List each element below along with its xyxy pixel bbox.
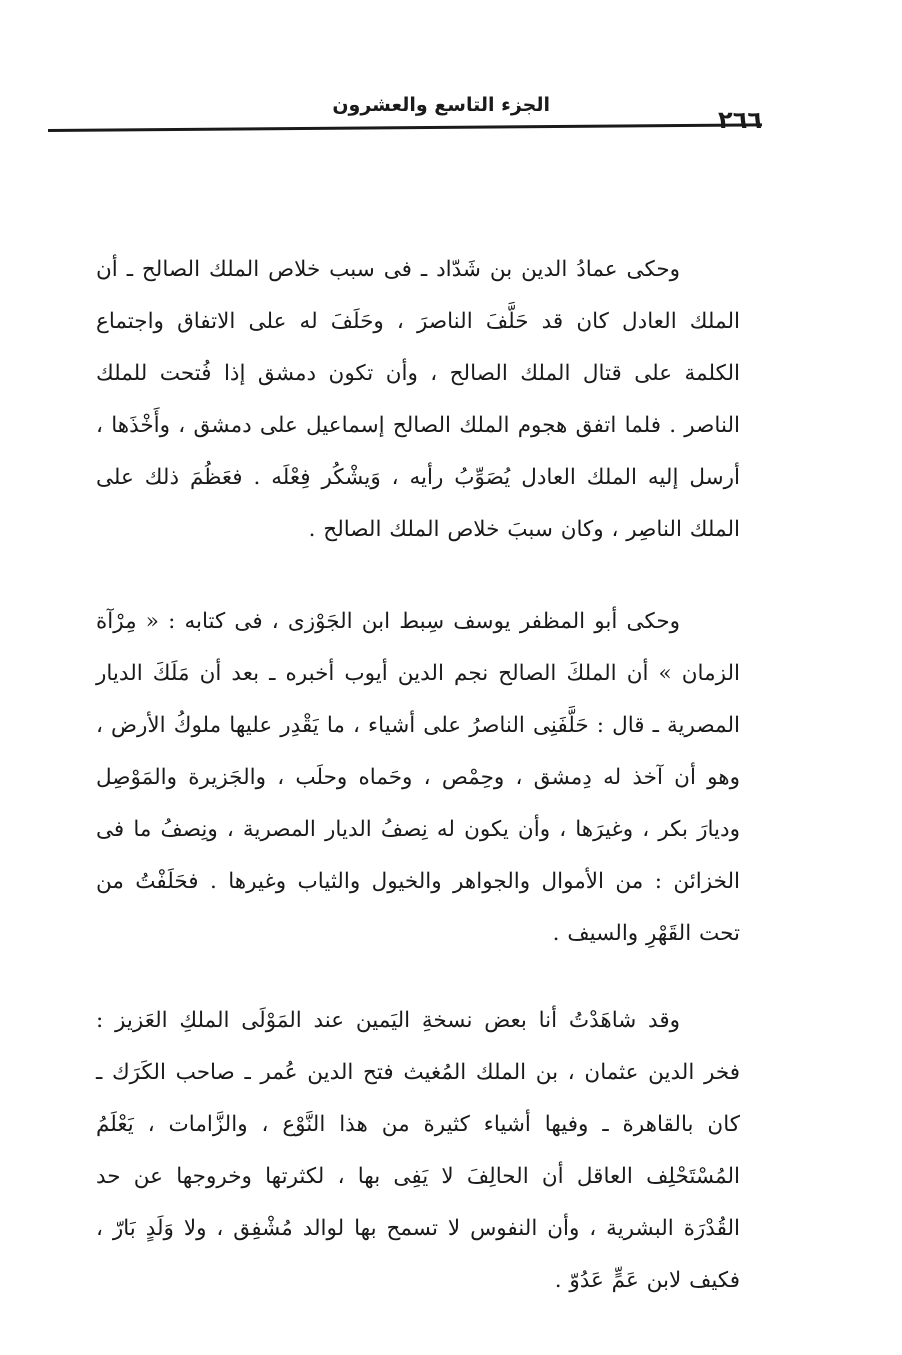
paragraph-sibt-ibn-al-jawzi: وحكى أبو المظفر يوسف سِبط ابن الجَوْزى ، فى كتابه : « مِرْآة الزمان » أن الملكَ الصالح نجم الدين أيوب أخبره ـ بعد أن مَلَكَ الديار المصرية ـ قال : حَلَّفَنِى الناصرُ على أشياء ، ما يَقْدِر عليها ملوكُ الأرض ، وهو أن آخذ له دِمشق ، وحِمْص ، وحَماه وحلَب ، والجَزيرة والمَوْصِل وديارَ بكر ، وغيرَها ، وأن يكون له نِصفُ الديار المصرية ، ونِصفُ ما فى الخزائن : من الأموال والجواهر والخيول والثياب وغيرها . فحَلَفْتُ من تحت القَهْرِ والسيف .	[96, 609, 740, 946]
page-number: ٢٦٦	[718, 106, 762, 134]
paragraph-ibn-shaddad: وحكى عمادُ الدين بن شَدّاد ـ فى سبب خلاص الملك الصالح ـ أن الملك العادل كان قد حَلَّفَ الناصرَ ، وحَلَفَ له على الاتفاق واجتماع الكلمة على قتال الملك الصالح ، وأن تكون دمشق إذا فُتحت للملك الناصر . فلما اتفق هجوم الملك الصالح إسماعيل على دمشق ، وأَخْذَها ، أرسل إليه الملك العادل يُصَوِّبُ رأيه ، وَيشْكُر فِعْلَه . فعَظُمَ ذلك على الملك الناصِر ، وكان سببَ خلاص الملك الصالح .	[96, 257, 740, 542]
paragraph-oath-copy: وقد شاهَدْتُ أنا بعض نسخةِ اليَمين عند المَوْلَى الملكِ العَزيز : فخر الدين عثمان ، بن الملك المُغيث فتح الدين عُمر ـ صاحب الكَرَك ـ كان بالقاهرة ـ وفيها أشياء كثيرة من هذا النَّوْع ، والزَّامات ، يَعْلَمُ المُسْتَحْلِف العاقل أن الحالِفَ لا يَفِى بها ، لكثرتها وخروجها عن حد القُدْرَة البشرية ، وأن النفوس لا تسمح بها لوالد مُشْفِق ، ولا وَلَدٍ بَارّ ، فكيف لابن عَمٍّ عَدُوّ .	[96, 1008, 740, 1293]
running-head-title: الجزء التاسع والعشرون	[332, 94, 550, 116]
